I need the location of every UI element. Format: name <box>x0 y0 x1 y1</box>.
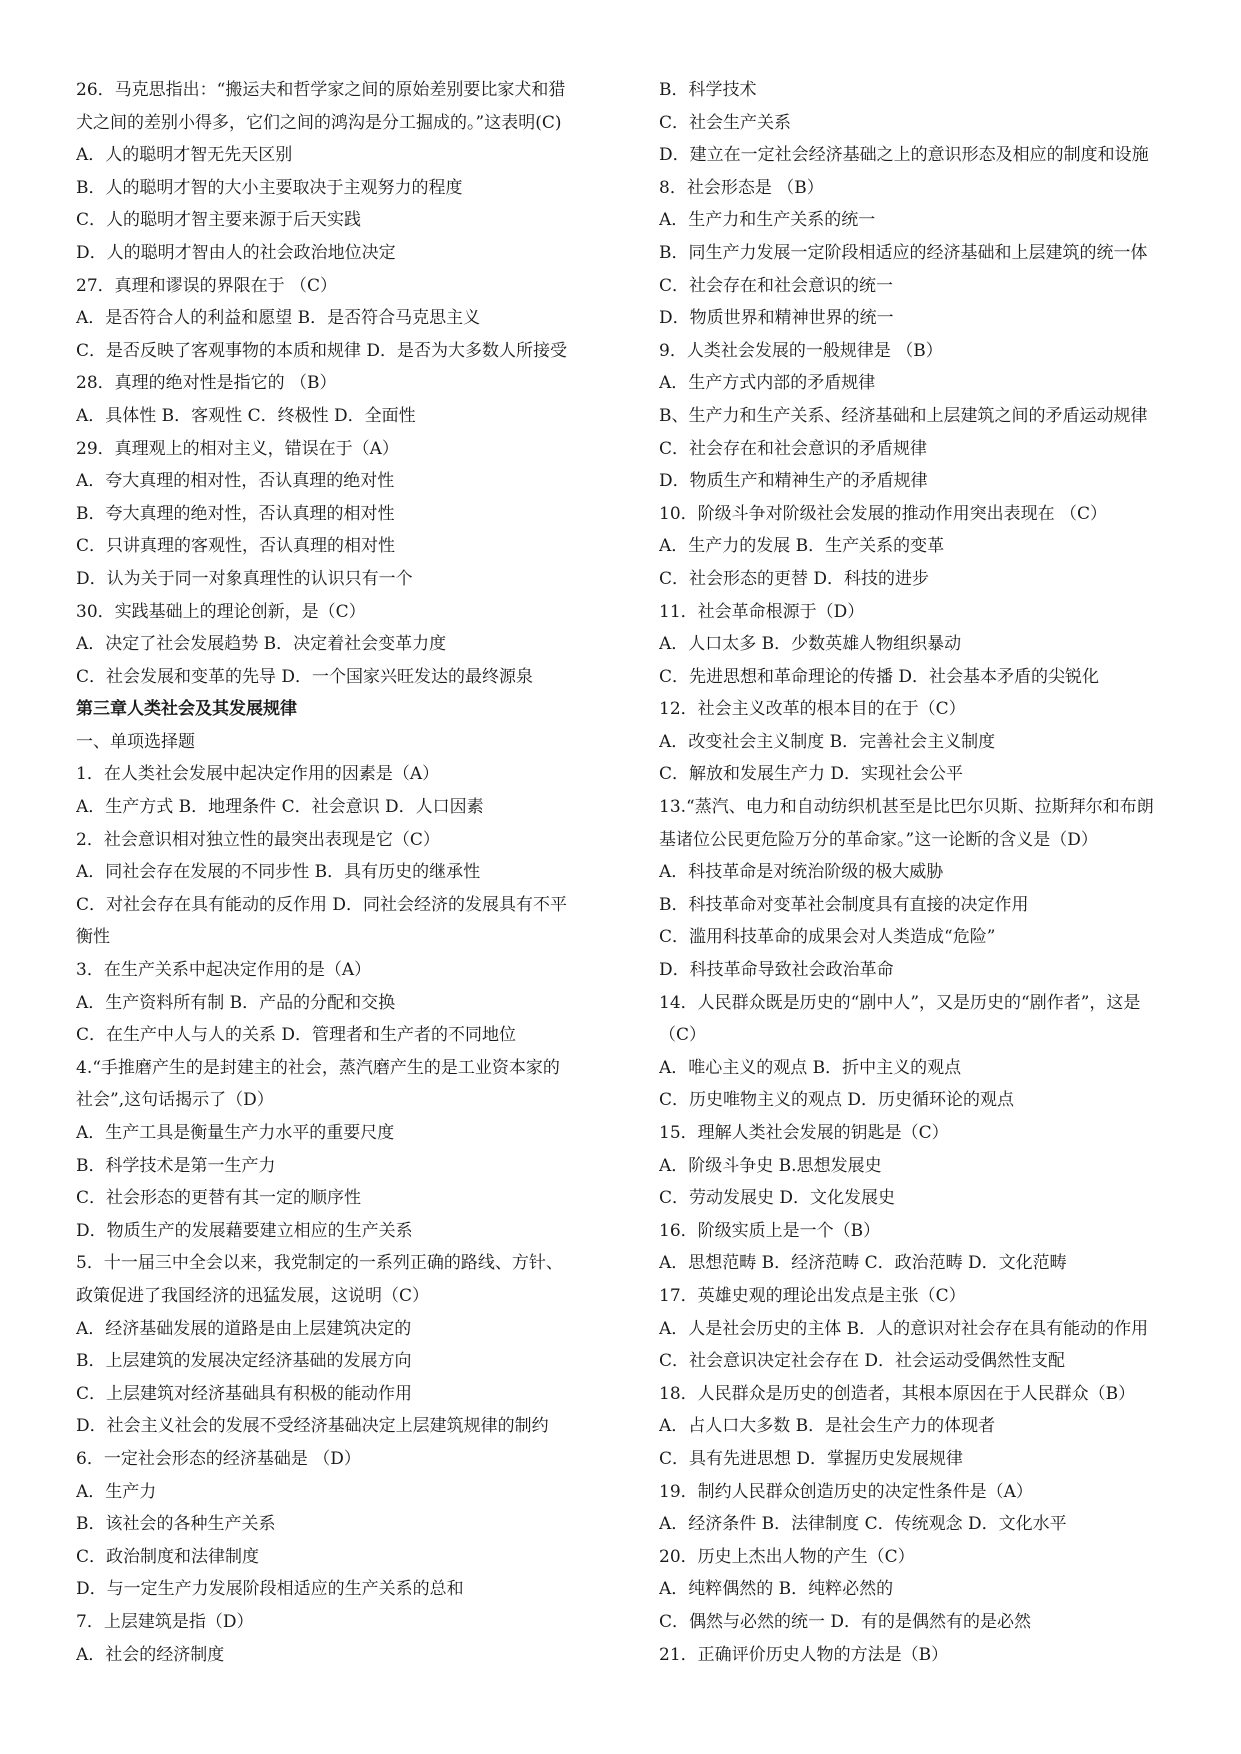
text-line: C．滥用科技革命的成果会对人类造成“危险” <box>659 927 996 948</box>
text-line: 3．在生产关系中起决定作用的是（A） <box>76 960 372 981</box>
text-line: C．社会生产关系 <box>659 112 792 133</box>
text-line: D．认为关于同一对象真理性的认识只有一个 <box>76 568 413 589</box>
text-line: C．上层建筑对经济基础具有积极的能动作用 <box>76 1383 413 1404</box>
text-line: 21．正确评价历史人物的方法是（B） <box>659 1644 949 1665</box>
text-line: B．科学技术是第一生产力 <box>76 1155 276 1176</box>
text-line: B．同生产力发展一定阶段相适应的经济基础和上层建筑的统一体 <box>659 242 1148 263</box>
text-line: 5．十一届三中全会以来，我党制定的一系列正确的路线、方针、 <box>76 1253 563 1274</box>
text-line: A．是否符合人的利益和愿望 B．是否符合马克思主义 <box>76 308 481 329</box>
text-line: A．纯粹偶然的 B．纯粹必然的 <box>659 1579 894 1600</box>
text-line: A．生产力 <box>76 1481 157 1502</box>
text-line: 9．人类社会发展的一般规律是 （B） <box>659 340 943 361</box>
text-line: A．经济条件 B．法律制度 C．传统观念 D．文化水平 <box>659 1514 1067 1535</box>
text-line: D．物质生产的发展藉要建立相应的生产关系 <box>76 1220 413 1241</box>
text-line: C．在生产中人与人的关系 D．管理者和生产者的不同地位 <box>76 1025 517 1046</box>
text-line: B．上层建筑的发展决定经济基础的发展方向 <box>76 1351 412 1372</box>
chapter-heading: 第三章人类社会及其发展规律 <box>76 699 297 720</box>
text-line: A．同社会存在发展的不同步性 B．具有历史的继承性 <box>76 862 481 883</box>
text-line: B．夸大真理的绝对性，否认真理的相对性 <box>76 503 395 524</box>
text-line: 2．社会意识相对独立性的最突出表现是它（C） <box>76 829 440 850</box>
text-line: D．科技革命导致社会政治革命 <box>659 960 894 981</box>
text-line: D．物质世界和精神世界的统一 <box>659 308 894 329</box>
text-line: A．科技革命是对统治阶级的极大威胁 <box>659 862 944 883</box>
text-line: D．建立在一定社会经济基础之上的意识形态及相应的制度和设施 <box>659 145 1149 166</box>
text-line: A．夸大真理的相对性，否认真理的绝对性 <box>76 471 395 492</box>
text-line: A．生产资料所有制 B．产品的分配和交换 <box>76 992 396 1013</box>
text-line: 15．理解人类社会发展的钥匙是（C） <box>659 1123 949 1143</box>
text-line: A．具体性 B．客观性 C．终极性 D．全面性 <box>76 405 416 426</box>
text-line: C．社会发展和变革的先导 D．一个国家兴旺发达的最终源泉 <box>76 666 534 687</box>
text-line: 6．一定社会形态的经济基础是 （D） <box>76 1448 361 1469</box>
text-line: 社会”,这句话揭示了（D） <box>76 1090 274 1111</box>
text-line: 1．在人类社会发展中起决定作用的因素是（A） <box>76 764 440 785</box>
text-line: 10．阶级斗争对阶级社会发展的推动作用突出表现在 （C） <box>659 503 1108 524</box>
text-line: D．与一定生产力发展阶段相适应的生产关系的总和 <box>76 1579 464 1600</box>
text-line: B．科技革命对变革社会制度具有直接的决定作用 <box>659 894 1029 915</box>
text-line: 8．社会形态是 （B） <box>659 177 824 198</box>
text-line: 犬之间的差别小得多，它们之间的鸿沟是分工掘成的。”这表明(C) <box>76 112 562 133</box>
text-line: 4.“手推磨产生的是封建主的社会，蒸汽磨产生的是工业资本家的 <box>76 1057 560 1078</box>
text-line: 29．真理观上的相对主义，错误在于（A） <box>76 438 399 459</box>
text-line: A．阶级斗争史 B.思想发展史 <box>659 1155 882 1176</box>
text-line: C．对社会存在具有能动的反作用 D．同社会经济的发展具有不平 <box>76 894 568 915</box>
text-line: D．物质生产和精神生产的矛盾规律 <box>659 471 928 492</box>
text-line: A．人口太多 B．少数英雄人物组织暴动 <box>659 634 962 655</box>
text-line: 一、单项选择题 <box>76 731 195 752</box>
text-line: C．社会存在和社会意识的矛盾规律 <box>659 438 928 459</box>
text-line: 20．历史上杰出人物的产生（C） <box>659 1546 915 1567</box>
text-line: A．改变社会主义制度 B．完善社会主义制度 <box>659 731 996 752</box>
text-line: A．社会的经济制度 <box>76 1644 225 1665</box>
text-line: B、生产力和生产关系、经济基础和上层建筑之间的矛盾运动规律 <box>659 405 1148 426</box>
text-line: 26．马克思指出：“搬运夫和哲学家之间的原始差别要比家犬和猎 <box>76 80 566 100</box>
text-line: C．劳动发展史 D．文化发展史 <box>659 1188 896 1209</box>
text-line: A．决定了社会发展趋势 B．决定着社会变革力度 <box>76 634 447 655</box>
text-line: 27．真理和谬误的界限在于 （C） <box>76 275 338 296</box>
text-line: 17．英雄史观的理论出发点是主张（C） <box>659 1285 966 1306</box>
text-line: （C） <box>659 1025 707 1046</box>
text-line: 16．阶级实质上是一个（B） <box>659 1220 881 1241</box>
text-line: 30．实践基础上的理论创新，是（C） <box>76 601 366 622</box>
text-line: B．人的聪明才智的大小主要取决于主观努力的程度 <box>76 177 463 198</box>
text-line: 衡性 <box>76 927 110 948</box>
text-line: C．具有先进思想 D．掌握历史发展规律 <box>659 1448 964 1469</box>
text-line: 14．人民群众既是历史的“剧中人”，又是历史的“剧作者”，这是 <box>659 992 1141 1013</box>
text-line: A．经济基础发展的道路是由上层建筑决定的 <box>76 1318 412 1339</box>
text-line: A．生产力的发展 B．生产关系的变革 <box>659 536 945 557</box>
text-line: C．社会意识决定社会存在 D．社会运动受偶然性支配 <box>659 1351 1066 1372</box>
text-line: A．生产方式 B．地理条件 C．社会意识 D．人口因素 <box>76 797 484 818</box>
text-line: C．人的聪明才智主要来源于后天实践 <box>76 210 362 231</box>
text-line: D．社会主义社会的发展不受经济基础决定上层建筑规律的制约 <box>76 1416 549 1437</box>
text-line: A．人是社会历史的主体 B．人的意识对社会存在具有能动的作用 <box>659 1318 1149 1339</box>
text-line: A．生产力和生产关系的统一 <box>659 210 876 231</box>
text-line: 11．社会革命根源于（D） <box>659 601 865 622</box>
left-column <box>76 74 606 1671</box>
text-line: D．人的聪明才智由人的社会政治地位决定 <box>76 242 396 263</box>
text-line: 19．制约人民群众创造历史的决定性条件是（A） <box>659 1481 1033 1502</box>
text-line: 政策促进了我国经济的迅猛发展，这说明（C） <box>76 1285 430 1306</box>
text-line: C．偶然与必然的统一 D．有的是偶然有的是必然 <box>659 1611 1032 1632</box>
text-line: A．思想范畴 B．经济范畴 C．政治范畴 D．文化范畴 <box>659 1253 1067 1274</box>
text-line: 基诸位公民更危险万分的革命家。”这一论断的含义是（D） <box>659 829 1098 850</box>
text-line: A．占人口大多数 B．是社会生产力的体现者 <box>659 1416 996 1437</box>
text-line: C．社会存在和社会意识的统一 <box>659 275 894 296</box>
text-line: B．该社会的各种生产关系 <box>76 1514 276 1535</box>
text-line: 18．人民群众是历史的创造者，其根本原因在于人民群众（B） <box>659 1383 1136 1404</box>
text-line: 28．真理的绝对性是指它的 （B） <box>76 373 337 394</box>
text-line: 12．社会主义改革的根本目的在于（C） <box>659 699 966 720</box>
text-line: A．人的聪明才智无先天区别 <box>76 145 293 166</box>
text-line: C．社会形态的更替 D．科技的进步 <box>659 568 930 589</box>
text-line: B．科学技术 <box>659 80 757 100</box>
text-line: C．政治制度和法律制度 <box>76 1546 260 1567</box>
text-line: C．社会形态的更替有其一定的顺序性 <box>76 1188 362 1209</box>
text-line: A．唯心主义的观点 B．折中主义的观点 <box>659 1057 962 1078</box>
text-line: A．生产工具是衡量生产力水平的重要尺度 <box>76 1123 395 1143</box>
text-line: C．解放和发展生产力 D．实现社会公平 <box>659 764 964 785</box>
text-line: A．生产方式内部的矛盾规律 <box>659 373 876 394</box>
text-line: 7．上层建筑是指（D） <box>76 1611 254 1632</box>
text-line: C．先进思想和革命理论的传播 D．社会基本矛盾的尖锐化 <box>659 666 1100 687</box>
text-line: C．历史唯物主义的观点 D．历史循环论的观点 <box>659 1090 1015 1111</box>
text-line: C．是否反映了客观事物的本质和规律 D．是否为大多数人所接受 <box>76 340 568 361</box>
right-column <box>659 74 1179 1671</box>
text-line: 13.“蒸汽、电力和自动纺织机甚至是比巴尔贝斯、拉斯拜尔和布朗 <box>659 797 1154 818</box>
text-line: C．只讲真理的客观性，否认真理的相对性 <box>76 536 396 557</box>
